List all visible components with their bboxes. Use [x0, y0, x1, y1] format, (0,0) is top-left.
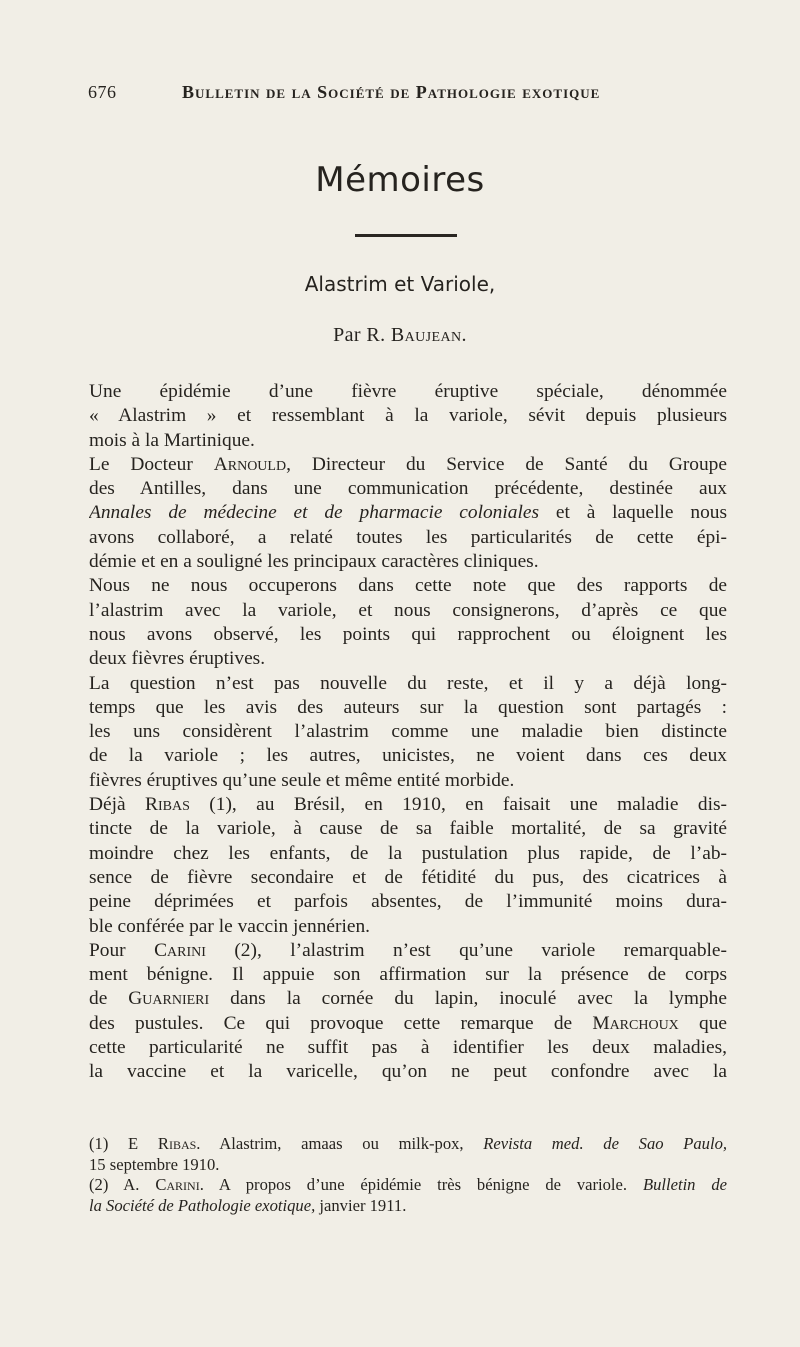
footnotes: [89, 1134, 727, 1216]
text-line: temps que les avis des auteurs sur la question sont partagés :: [89, 696, 727, 718]
text-line: démie et en a souligné les principaux caractères cliniques.: [89, 551, 539, 573]
page-number: 676: [88, 82, 117, 102]
text-line: Une épidémie d’une fièvre éruptive spéciale, dénommée: [89, 381, 727, 402]
text-line: Déjà Ribas (1), au Brésil, en 1910, en faisait une maladie dis-: [89, 794, 727, 816]
text-line: nous avons observé, les points qui rapprochent ou éloignent les: [89, 623, 727, 645]
text-line: fièvres éruptives qu’une seule et même entité morbide.: [89, 769, 515, 791]
text-line: Annales de médecine et de pharmacie coloniales et à laquelle nous: [89, 502, 727, 524]
text-line: ment bénigne. Il appuie son affirmation sur la présence de corps: [89, 964, 727, 986]
text-line: Le Docteur Arnould, Directeur du Service de Santé du Groupe: [89, 453, 727, 475]
text-line: des pustules. Ce qui provoque cette remarque de Marchoux que: [89, 1012, 727, 1034]
text-line: cette particularité ne suffit pas à identifier les deux maladies,: [89, 1037, 727, 1059]
text-line: tincte de la variole, à cause de sa faible mortalité, de sa gravité: [89, 818, 727, 840]
text-line: la vaccine et la varicelle, qu’on ne peut confondre avec la: [89, 1061, 727, 1083]
article-title: Alastrim et Variole,: [304, 272, 496, 296]
text-line: deux fièvres éruptives.: [89, 648, 266, 670]
text-line: mois à la Martinique.: [89, 429, 255, 451]
author-name: Baujean.: [390, 324, 467, 346]
section-title: Mémoires: [315, 160, 485, 200]
text-line: peine déprimées et parfois absentes, de l’immunité moins dura-: [89, 891, 727, 913]
text-line: des Antilles, dans une communication précédente, destinée aux: [89, 478, 727, 500]
title-rule: [355, 234, 457, 237]
text-line: les uns considèrent l’alastrim comme une maladie bien distincte: [89, 721, 727, 743]
journal-title: Bulletin de la Société de Pathologie exotique: [182, 82, 601, 102]
footnote-2-cont: la Société de Pathologie exotique, janvier 1911.: [89, 1195, 407, 1215]
text-line: moindre chez les enfants, de la pustulation plus rapide, de l’ab-: [89, 842, 727, 864]
text-line: sence de fièvre secondaire et de fétidité du pus, des cicatrices à: [89, 866, 727, 888]
author-byline: [0, 324, 800, 347]
author-ref: Marchoux: [592, 1012, 679, 1034]
text-line: ble conférée par le vaccin jennérien.: [89, 915, 370, 937]
text-line: Nous ne nous occuperons dans cette note que des rapports de: [89, 575, 727, 597]
article-body: [89, 380, 727, 1085]
author-ref: Guarnieri: [128, 988, 210, 1010]
author-ref: Ribas: [145, 794, 190, 816]
footnote-1: (1) E Ribas. Alastrim, amaas ou milk-pox, Revista med. de Sao Paulo,: [89, 1134, 727, 1153]
byline-prefix: Par R.: [333, 324, 386, 346]
author-ref: Arnould,: [213, 453, 291, 475]
footnote-1-cont: 15 septembre 1910.: [89, 1154, 220, 1174]
footnote-2: (2) A. Carini. A propos d’une épidémie très bénigne de variole. Bulletin de: [89, 1175, 727, 1194]
text-line: de Guarnieri dans la cornée du lapin, inoculé avec la lymphe: [89, 988, 727, 1010]
text-line: La question n’est pas nouvelle du reste, et il y a déjà long-: [89, 672, 727, 694]
text-line: « Alastrim » et ressemblant à la variole, sévit depuis plusieurs: [89, 405, 727, 427]
text-line: l’alastrim avec la variole, et nous consignerons, d’après ce que: [89, 599, 727, 621]
text-line: de la variole ; les autres, unicistes, ne voient dans ces deux: [89, 745, 727, 767]
author-ref: Carini: [154, 939, 206, 961]
text-line: Pour Carini (2), l’alastrim n’est qu’une variole remarquable-: [89, 939, 727, 961]
text-line: avons collaboré, a relaté toutes les particularités de cette épi-: [89, 526, 727, 548]
